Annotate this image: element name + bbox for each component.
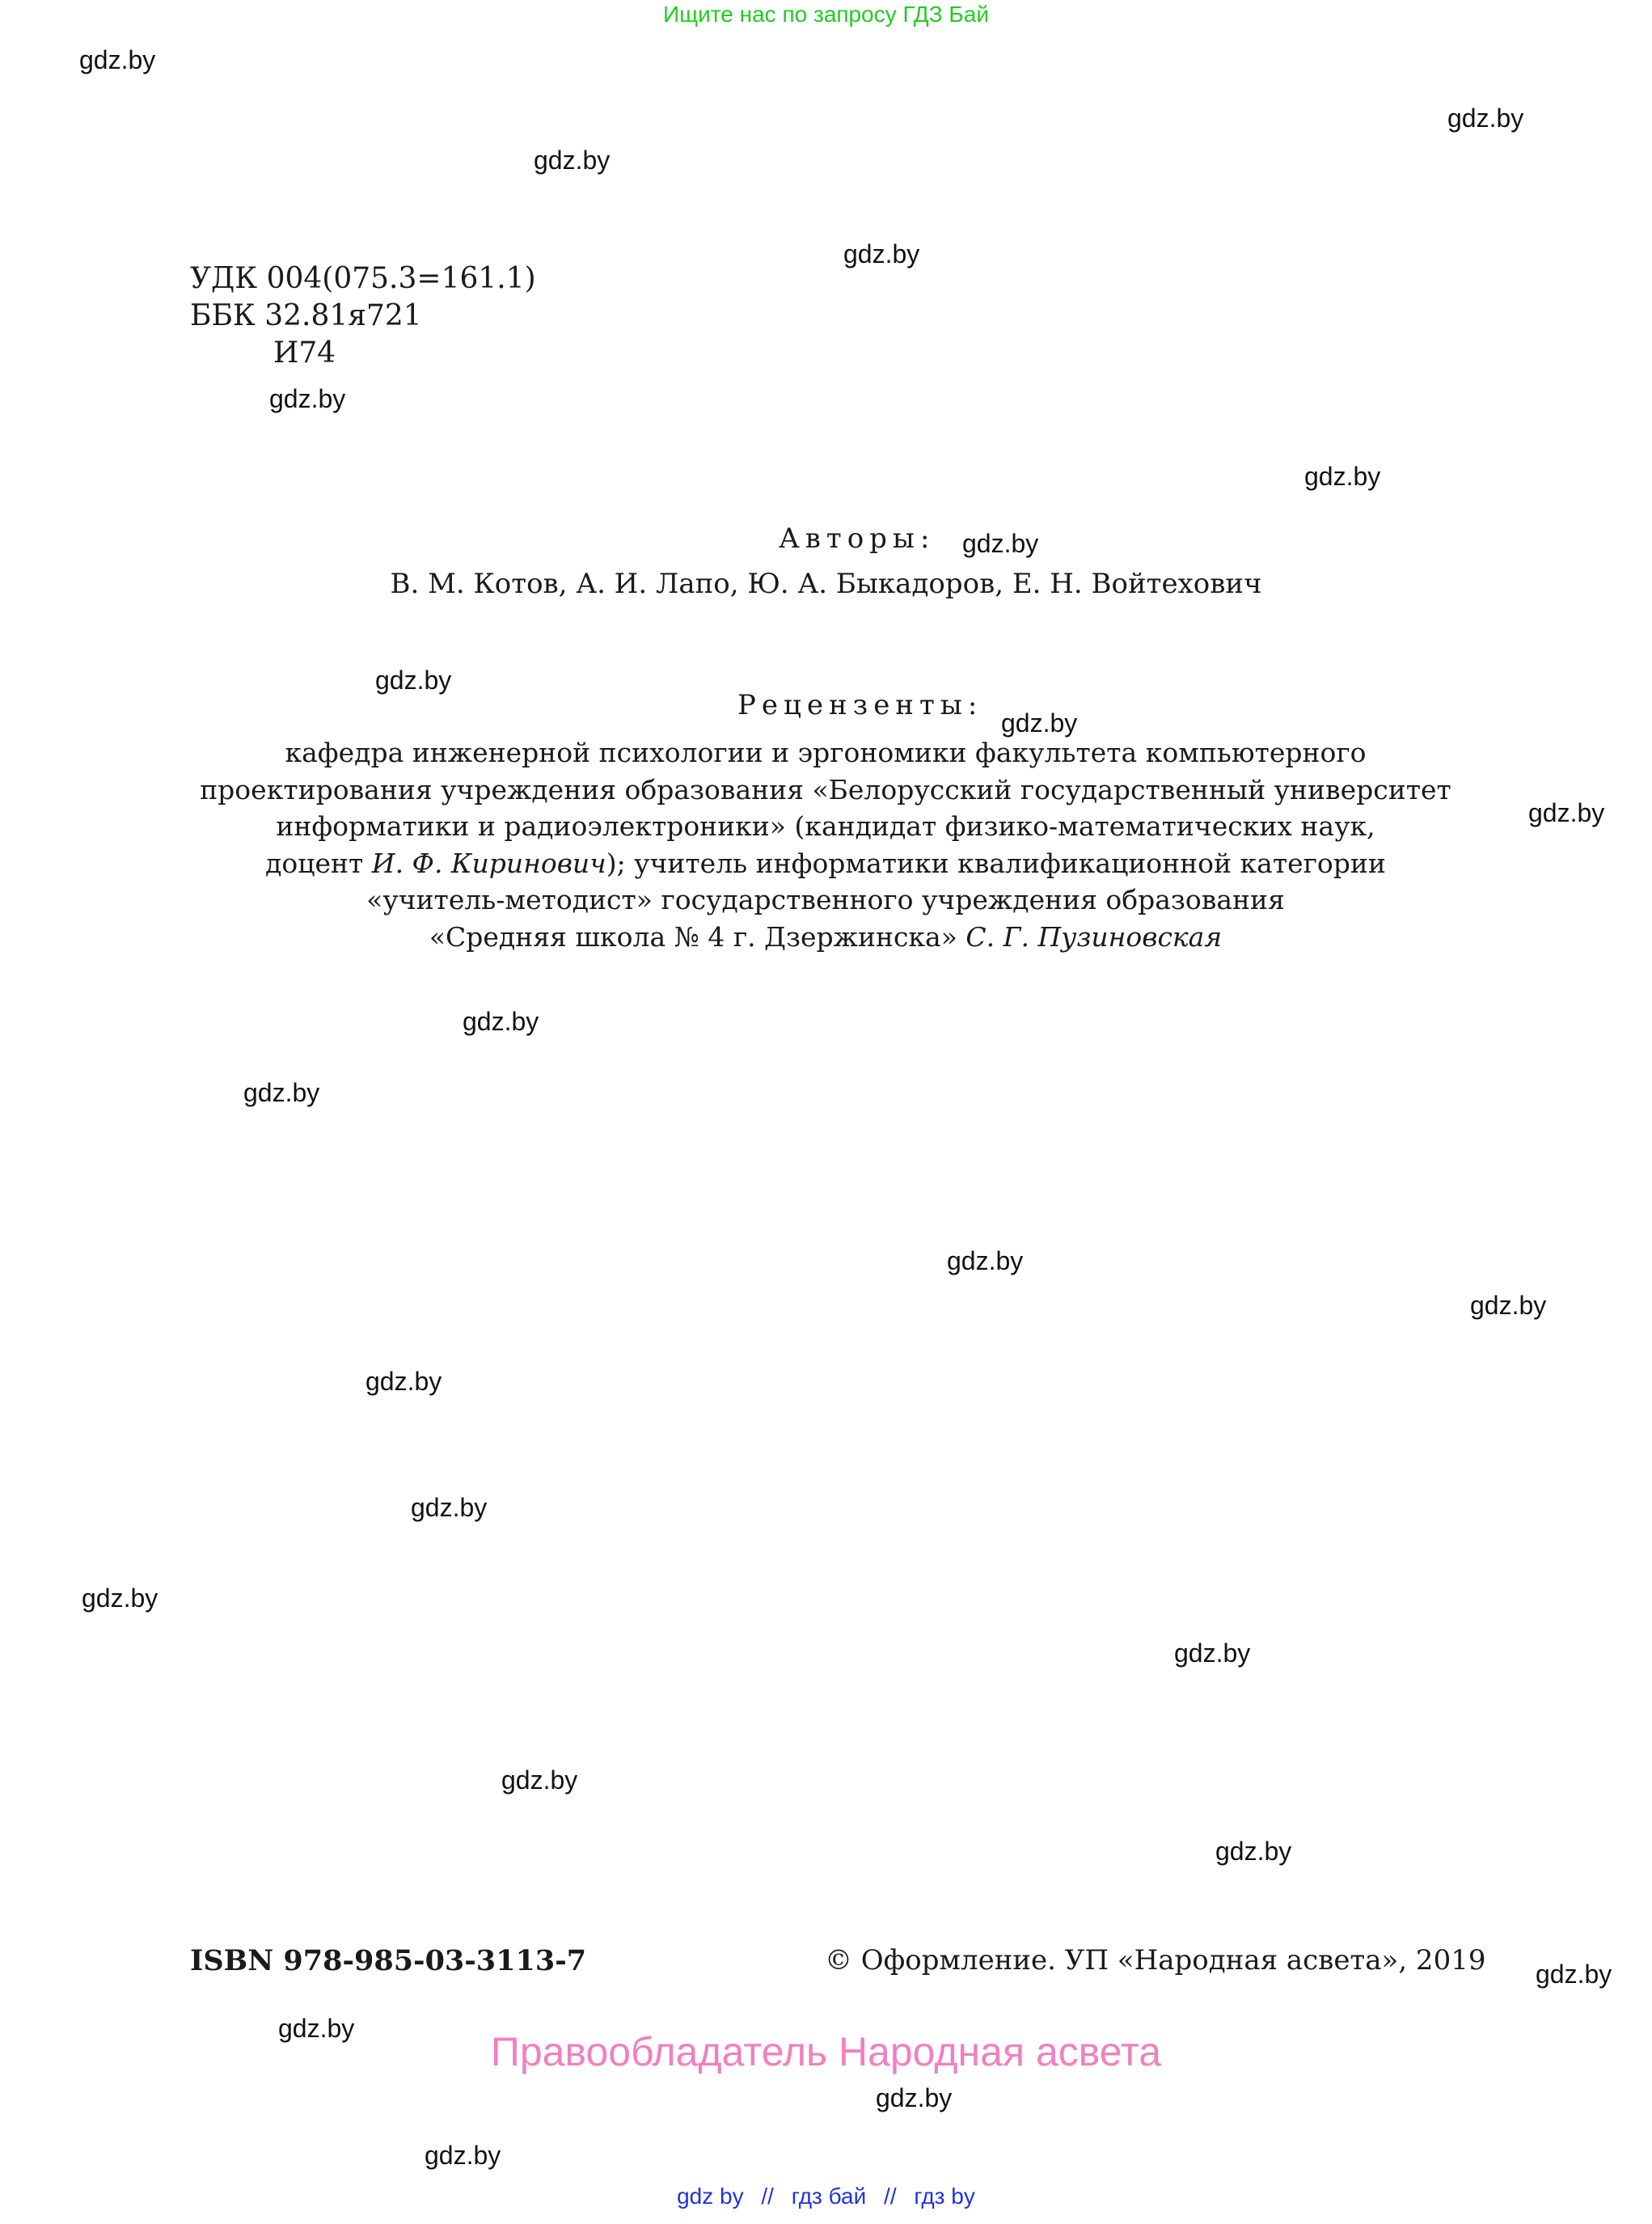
reviewers-line (130, 845, 1521, 882)
reviewers-line: кафедра инженерной психологии и эргономики факультета компьютерного (285, 737, 1367, 768)
watermark: gdz.by (411, 1493, 488, 1522)
reviewers-text-part: ); учитель информатики квалификационной категории (606, 847, 1386, 879)
reviewers-heading: Рецензенты: (737, 689, 983, 721)
link-gdz-by-cyr[interactable]: гдз by (914, 2184, 975, 2209)
watermark: gdz.by (501, 1765, 578, 1795)
link-gdz-by[interactable]: gdz by (677, 2184, 744, 2209)
reviewers-line: «учитель-методист» государственного учреждения образования (366, 884, 1285, 915)
watermark: gdz.by (876, 2083, 953, 2112)
reviewers-text-part: доцент (265, 847, 372, 879)
search-banner: Ищите нас по запросу ГДЗ Бай (662, 2, 990, 27)
reviewers-text (130, 734, 1521, 955)
watermark: gdz.by (1447, 104, 1524, 133)
reviewers-line: информатики и радиоэлектроники» (кандидат физико-математических наук, (276, 810, 1375, 842)
udk-code: УДК 004(075.3=161.1) (190, 262, 536, 295)
watermark: gdz.by (463, 1007, 539, 1036)
reviewer-name: С. Г. Пузиновская (965, 920, 1223, 953)
watermark: gdz.by (1215, 1837, 1292, 1866)
copyright: © Оформление. УП «Народная асвета», 2019 (825, 1944, 1486, 1977)
watermark: gdz.by (1528, 798, 1605, 827)
link-gdz-bai[interactable]: гдз бай (791, 2184, 867, 2209)
rights-holder: Правообладатель Народная асвета (490, 2029, 1162, 2074)
watermark: gdz.by (278, 2014, 355, 2043)
watermark: gdz.by (843, 239, 920, 268)
link-separator: // (761, 2184, 774, 2209)
watermark: gdz.by (375, 666, 452, 695)
author-index: И74 (273, 336, 336, 370)
watermark: gdz.by (534, 146, 611, 175)
reviewers-line (130, 919, 1521, 956)
watermark: gdz.by (947, 1246, 1024, 1275)
watermark: gdz.by (425, 2141, 501, 2170)
reviewer-name: И. Ф. Киринович (371, 847, 606, 879)
watermark: gdz.by (962, 529, 1039, 558)
watermark: gdz.by (365, 1367, 442, 1396)
bottom-links (0, 2184, 1652, 2209)
watermark: gdz.by (1174, 1638, 1251, 1668)
watermark: gdz.by (243, 1078, 320, 1107)
watermark: gdz.by (1001, 708, 1078, 738)
bbk-code: ББК 32.81я721 (190, 299, 422, 332)
watermark: gdz.by (1536, 1960, 1612, 1989)
watermark: gdz.by (1304, 462, 1381, 491)
watermark: gdz.by (79, 45, 156, 74)
link-separator: // (884, 2184, 897, 2209)
watermark: gdz.by (1470, 1291, 1547, 1320)
isbn: ISBN 978-985-03-3113-7 (190, 1944, 587, 1977)
reviewers-line: проектирования учреждения образования «Белорусский государственный университет (200, 773, 1451, 805)
authors-heading: Авторы: (779, 522, 936, 555)
watermark: gdz.by (82, 1583, 158, 1613)
reviewers-text-part: «Средняя школа № 4 г. Дзержинска» (429, 920, 966, 953)
watermark: gdz.by (269, 384, 346, 413)
authors-names: В. М. Котов, А. И. Лапо, Ю. А. Быкадоров, Е. Н. Войтехович (390, 568, 1262, 600)
